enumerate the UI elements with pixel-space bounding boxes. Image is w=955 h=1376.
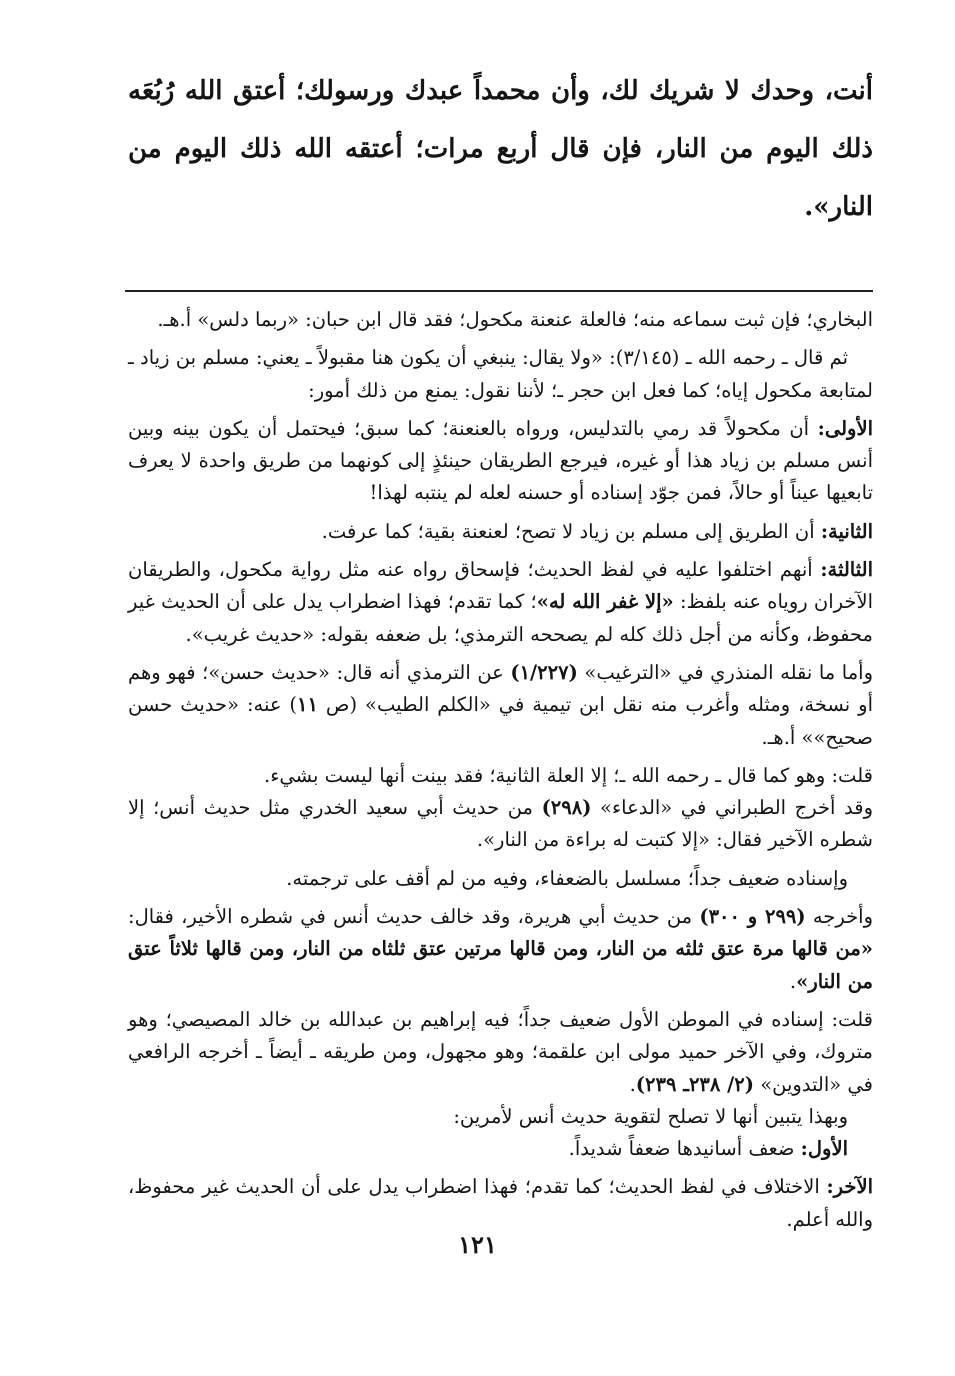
footnote-paragraph-9 <box>128 863 873 895</box>
footnote-paragraph-11 <box>128 1004 873 1101</box>
footnote-paragraph-6 <box>128 657 873 754</box>
paragraph-text: ) عنه: «حديث حسن صحيح»» أ.هـ. <box>128 693 873 749</box>
reference-number: (٢٩٨) <box>541 796 592 820</box>
footnote-paragraph-3 <box>128 413 873 510</box>
paragraph-text: وأخرجه <box>805 905 873 929</box>
point-label: الثانية: <box>820 519 873 543</box>
footnote-paragraph-14 <box>128 1171 873 1236</box>
footnote-paragraph-12 <box>128 1101 873 1133</box>
paragraph-text: وإسناده ضعيف جداً؛ مسلسل بالضعفاء، وفيه من لم أقف على ترجمته. <box>286 866 848 890</box>
main-text: أنت، وحدك لا شريك لك، وأن محمداً عبدك ورسولك؛ أعتق الله رُبُعَه ذلك اليوم من النار، فإن قال أربع مرات؛ أعتقه الله ذلك اليوم من النار». <box>128 76 873 222</box>
footnote-separator <box>125 290 873 292</box>
paragraph-text: قلت: إسناده في الموطن الأول ضعيف جداً؛ فيه إبراهيم بن عبدالله بن خالد المصيصي؛ وهو متروك، وفي الآخر حميد مولى ابن علقمة؛ وهو مجهول، ومن طريقه ـ أيضاً ـ أخرجه الرافعي في «التدوين» <box>128 1007 873 1096</box>
paragraph-text: قلت: وهو كما قال ـ رحمه الله ـ؛ إلا العلة الثانية؛ فقد بينت أنها ليست بشيء. <box>264 763 873 787</box>
paragraph-text: وقد أخرج الطبراني في «الدعاء» <box>591 796 873 820</box>
footnote-paragraph-2 <box>128 342 873 407</box>
footnote-paragraph-1 <box>128 304 873 336</box>
paragraph-text: ثم قال ـ رحمه الله ـ (٣/١٤٥): «ولا يقال: ينبغي أن يكون هنا مقبولاً ـ يعني: مسلم بن زياد ـ لمتابعة مكحول إياه؛ كما فعل ابن حجر ـ؛ لأننا نقول: يمنع من ذلك أمور: <box>128 346 873 402</box>
page-number: ١٢١ <box>458 1230 497 1259</box>
reference-number: (٢٩٩ و ٣٠٠) <box>699 905 806 929</box>
paragraph-text: أنهم اختلفوا عليه في لفظ الحديث؛ فإسحاق رواه عنه مثل رواية مكحول، والطريقان الآخران روياه عنه بلفظ: <box>128 558 874 614</box>
paragraph-text: عن الترمذي أنه قال: «حديث حسن»؛ فهو وهم أو نسخة، ومثله وأغرب منه نقل ابن تيمية في «الكلم الطيب» (ص <box>128 660 874 717</box>
footnote-paragraph-7 <box>128 760 873 792</box>
reference-number: (٢/ ٢٣٨ـ ٢٣٩) <box>635 1072 754 1096</box>
paragraph-text: الاختلاف في لفظ الحديث؛ كما تقدم؛ فهذا اضطراب يدل على أن الحديث غير محفوظ، والله أعلم. <box>128 1175 873 1231</box>
footnote-paragraph-13 <box>128 1133 873 1165</box>
paragraph-text: . <box>629 1072 636 1096</box>
quoted-hadith: «إلا غفر الله له» <box>536 590 674 614</box>
point-label: الأولى: <box>817 416 873 440</box>
footnote-block <box>128 304 873 1236</box>
paragraph-text: ؛ كما تقدم؛ فهذا اضطراب يدل على أن الحديث غير محفوظ، وكأنه من أجل ذلك كله لم يصححه الترمذي؛ بل ضعفه بقوله: «حديث غريب». <box>128 590 873 646</box>
point-label: الآخر: <box>826 1175 873 1199</box>
paragraph-text: وأما ما نقله المنذري في «الترغيب» <box>577 660 873 684</box>
quoted-hadith: «من قالها مرة عتق ثلثه من النار، ومن قالها مرتين عتق ثلثاه من النار، ومن قالها ثلاثاً عتق من النار» <box>128 937 873 993</box>
footnote-paragraph-10 <box>128 901 873 998</box>
paragraph-text: أن مكحولاً قد رمي بالتدليس، ورواه بالعنعنة؛ كما سبق؛ فيحتمل أن يكون بينه وبين أنس مسلم بن زياد هذا أو غيره، فيرجع الطريقان حينئذٍ إلى كونهما من طريق واحدة لا يعرف تابعيها عيناً أو حالاً، فمن جوّد إسناده أو حسنه لعله لم ينتبه لهذا! <box>128 416 873 505</box>
paragraph-text: من حديث أبي سعيد الخدري مثل حديث أنس؛ إلا شطره الآخير فقال: «إلا كتبت له براءة من النار». <box>128 796 873 852</box>
paragraph-text: أن الطريق إلى مسلم بن زياد لا تصح؛ لعنعنة بقية؛ كما عرفت. <box>321 519 821 543</box>
footnote-paragraph-8 <box>128 792 873 857</box>
footnote-paragraph-4 <box>128 516 873 548</box>
footnote-paragraph-5 <box>128 554 873 651</box>
paragraph-text: ضعف أسانيدها ضعفاً شديداً. <box>568 1137 801 1161</box>
point-label: الأول: <box>800 1137 848 1161</box>
paragraph-text: من حديث أبي هريرة، وقد خالف حديث أنس في شطره الأخير، فقال: <box>128 905 700 929</box>
paragraph-text: البخاري؛ فإن ثبت سماعه منه؛ فالعلة عنعنة مكحول؛ فقد قال ابن حبان: «ربما دلس» أ.هـ. <box>157 308 873 331</box>
point-label: الثالثة: <box>820 558 873 582</box>
paragraph-text: وبهذا يتبين أنها لا تصلح لتقوية حديث أنس لأمرين: <box>453 1104 848 1128</box>
reference-number: ١١ <box>297 693 318 717</box>
paragraph-text: . <box>789 969 797 993</box>
reference-number: (١/٢٢٧) <box>510 660 578 684</box>
